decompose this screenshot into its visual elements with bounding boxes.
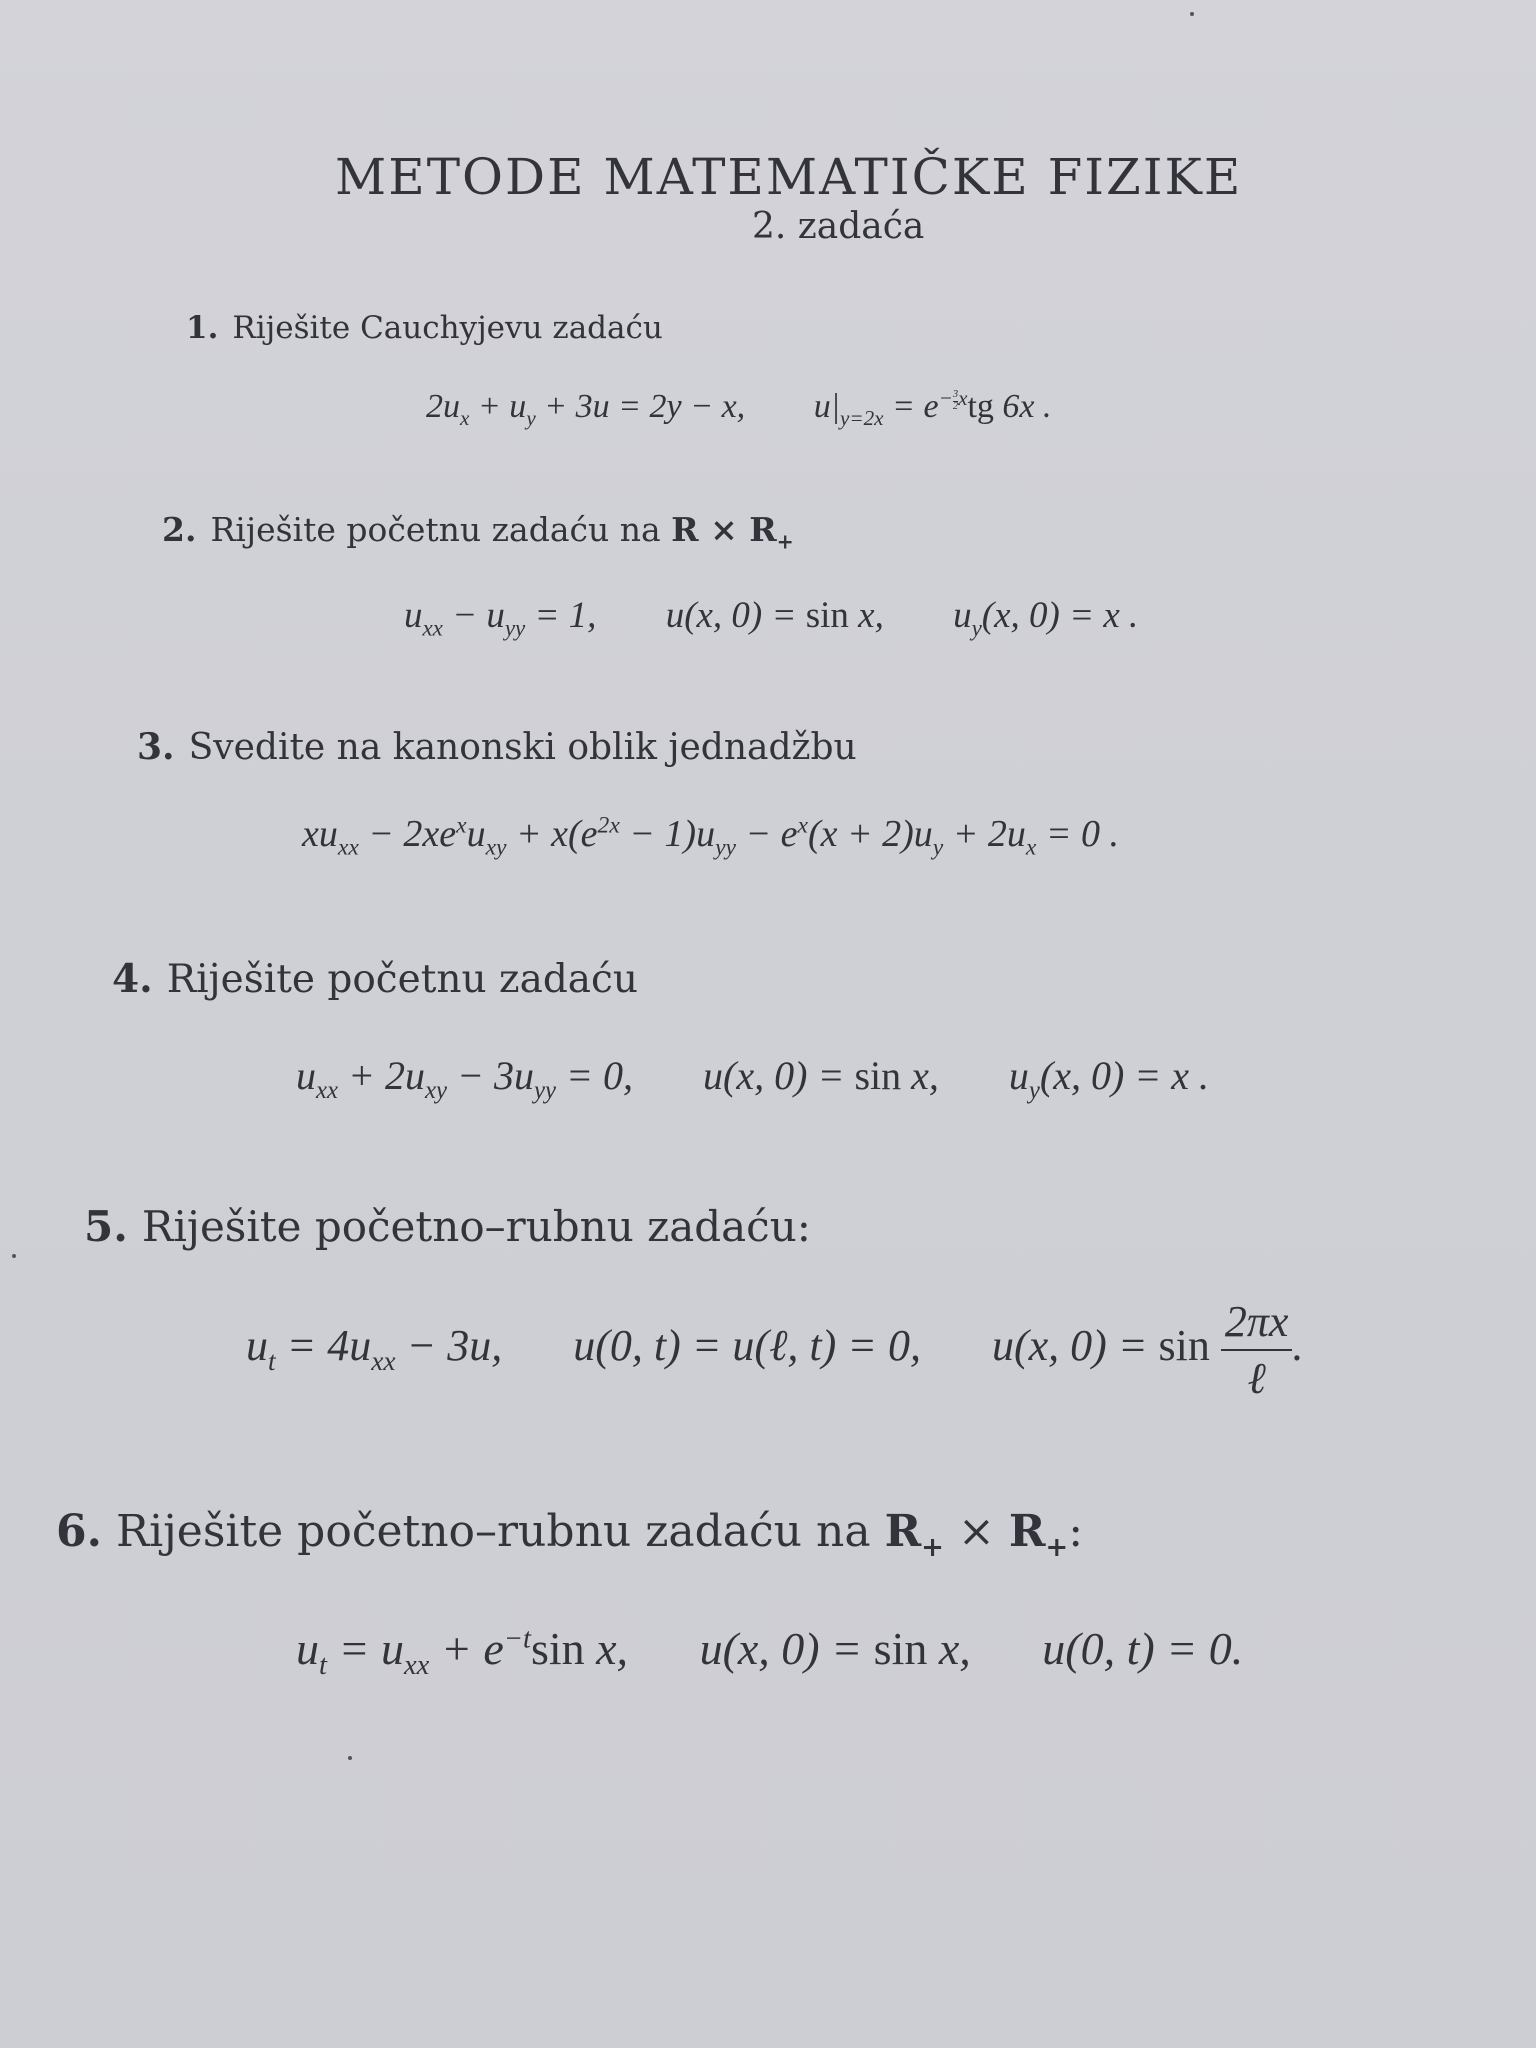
page-title: METODE MATEMATIČKE FIZIKE: [335, 148, 1243, 206]
problem-6-text: Riješite početno–rubnu zadaću na: [115, 1506, 885, 1557]
problem-5-text: Riješite početno–rubnu zadaću:: [141, 1202, 811, 1251]
speck: [1190, 12, 1194, 16]
problem-3-number: 3.: [137, 726, 175, 768]
problem-2-text: Riješite početnu zadaću na: [210, 510, 672, 549]
problem-6-statement: 6. Riješite početno–rubnu zadaću na $R_+ \times R_+$:: [56, 1506, 1084, 1563]
problem-1-statement: [186, 310, 663, 346]
problem-3-equation: $xu_{xx} - 2xe^xu_{xy} + x(e^{2x} - 1)u_{yy} - e^x(x + 2)u_y + 2u_x = 0$ .: [302, 812, 1119, 861]
problem-1-text: Riješite Cauchyjevu zadaću: [232, 310, 663, 346]
problem-4-equation: $u_{xx} + 2u_{xy} - 3u_{yy} = 0$, u(x, 0) = sin x, $u_y(x$, 0) = x .: [296, 1053, 1210, 1104]
problem-4-text: Riješite početnu zadaću: [166, 957, 639, 1002]
problem-5-statement: [84, 1202, 811, 1251]
problem-3-statement: [137, 726, 857, 768]
problem-5-equation: $u_t = 4u_{xx} - 3u$, u(0, t) = u(ℓ, t) = 0, u(x, 0) = sin $\frac{2\pi x}{\text{ℓ}}$ .: [246, 1297, 1304, 1403]
speck: [12, 1254, 16, 1258]
problem-2-statement: 2. Riješite početnu zadaću na $R \times R_+$: [162, 510, 794, 554]
fraction: $\frac{2\pi x}{\text{ℓ}}$: [1221, 1296, 1293, 1404]
problem-4-statement: [112, 956, 638, 1002]
problem-2-number: 2.: [162, 510, 197, 549]
problem-6-equation: $u_t = u_{xx} + e^{-t}\sin$ x, u(x, 0) = sin x, u(0, t) = 0.: [296, 1623, 1244, 1682]
problem-5-number: 5.: [84, 1202, 128, 1251]
problem-6-number: 6.: [56, 1506, 102, 1557]
problem-1-number: 1.: [186, 310, 219, 346]
problem-4-number: 4.: [112, 956, 153, 1002]
problem-2-equation: $u_{xx} - u_{yy} = 1$, u(x, 0) = sin x, $u_y(x$, 0) = x .: [404, 595, 1139, 641]
page-subtitle: 2. zadaća: [752, 206, 925, 247]
problem-2-set: R × R: [671, 510, 777, 549]
speck: [348, 1756, 352, 1760]
problem-1-equation: $2u_x + u_y + 3u = 2y - x$, $u|_{y=2x} = e^{- \frac{3}{2} x}tg$ 6x .: [426, 386, 1052, 431]
problem-3-text: Svedite na kanonski oblik jednadžbu: [188, 727, 857, 768]
